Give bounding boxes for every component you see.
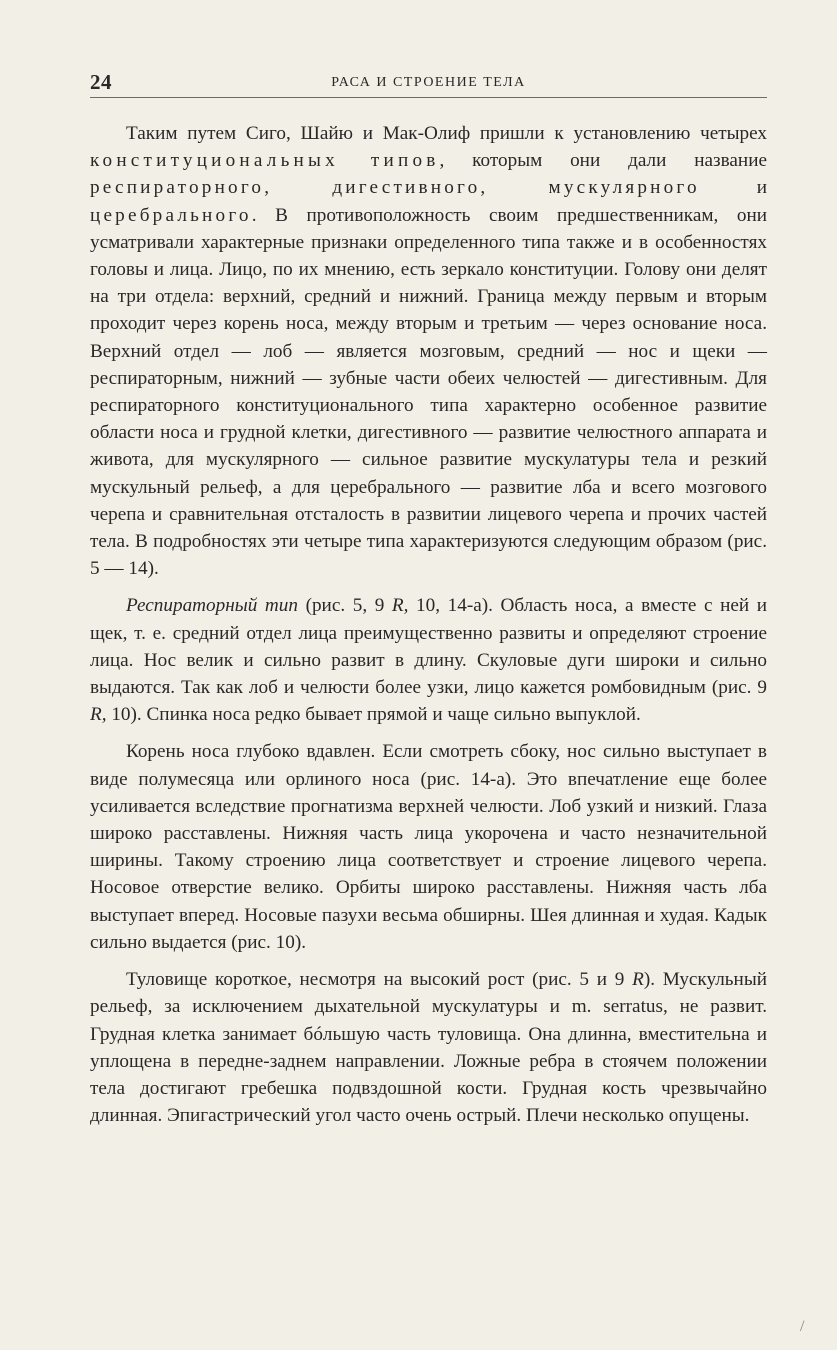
spaced-term: церебрального bbox=[90, 204, 252, 226]
page-header bbox=[90, 70, 767, 98]
text-run: . В противоположность своим предшественникам, они усматривали характерные признаки определенного типа также и в особенностях головы и лица. Лицо, по их мнению, есть зеркало конституции. Голову они делят на три отдела: верхний, средний и нижний. Граница между первым и вторым проходит через корень носа, между вторым и третьим — через основание носа. Верхний отдел — лоб — является мозговым, средний — нос и щеки — респираторным, нижний — зубные части обеих челюстей — дигестивным. Для респираторного конституционального типа характерно особенное развитие области носа и грудной клетки, дигестивного — развитие челюстного аппарата и живота, для мускулярного — сильное развитие мускулатуры тела и резкий мускульный рельеф, а для церебрального — развитие лба и всего мозгового черепа и сравнительная отсталость в развитии лицевого черепа и прочих частей тела. В подробностях эти четыре типа характеризуются следующим образом (рис. 5 — 14). bbox=[90, 204, 767, 580]
paragraph-torso bbox=[90, 966, 767, 1129]
running-title: РАСА И СТРОЕНИЕ ТЕЛА bbox=[331, 75, 526, 90]
text-run: Таким путем Сиго, Шайю и Мак-Олиф пришли к установлению четырех bbox=[126, 123, 767, 144]
text-run: 10, 14-а). Область носа, а вместе с ней и щек, т. е. средний отдел лица преимущественно развиты и определяют строение лица. Нос велик и сильно развит в длину. Скуловые дуги широки и сильно выдаются. Так как лоб и челюсти более узки, лицо кажется ромбовидным (рис. 9 bbox=[90, 595, 767, 699]
spaced-term: респираторного, дигестивного, мускулярного bbox=[90, 177, 700, 199]
paragraph-respiratory-type bbox=[90, 592, 767, 728]
paragraph-nose-root: Корень носа глубоко вдавлен. Если смотреть сбоку, нос сильно выступает в виде полумесяца или орлиного носа (рис. 14-а). Это впечатление еще более усиливается вследствие прогнатизма верхней челюсти. Лоб узкий и низкий. Глаза широко расставлены. Нижняя часть лица укорочена и часто незначительной ширины. Такому строению лица соответствует и строение лицевого черепа. Носовое отверстие велико. Орбиты широко расставлены. Нижняя часть лба выступает вперед. Носовые пазухи весьма обширны. Шея длинная и худая. Кадык сильно выдается (рис. 10). bbox=[90, 741, 767, 953]
page-number: 24 bbox=[90, 70, 112, 94]
paragraph-constitutional-types bbox=[90, 120, 767, 582]
italic-figure-ref: R, bbox=[90, 704, 107, 726]
page-body bbox=[90, 120, 767, 1139]
text-run: 10). Спинка носа редко бывает прямой и чаще сильно выпуклой. bbox=[106, 704, 641, 726]
header-rule bbox=[90, 97, 767, 98]
text-run: ). Мускульный рельеф, за исключением дыхательной мускулатуры и m. serratus, не развит. Грудная клетка занимает бóльшую часть туловища. Она длинна, вместительна и уплощена в передне-заднем направлении. Ложные ребра в стоячем положении тела достигают гребешка подвздошной кости. Грудная кость чрезвычайно длинная. Эпигастрический угол часто очень острый. Плечи несколько опущены. bbox=[90, 969, 767, 1127]
pencil-mark: / bbox=[800, 1318, 805, 1335]
italic-term: Респираторный тип bbox=[126, 595, 298, 617]
text-run: и bbox=[699, 177, 767, 199]
italic-figure-ref: R bbox=[632, 969, 644, 991]
italic-figure-ref: R, bbox=[391, 595, 409, 617]
spaced-term: конституциональных типов bbox=[90, 150, 440, 172]
text-run: (рис. 5, 9 bbox=[297, 595, 392, 617]
text-run: Туловище короткое, несмотря на высокий рост (рис. 5 и 9 bbox=[126, 969, 633, 991]
text-run: , которым они дали название bbox=[439, 150, 767, 172]
